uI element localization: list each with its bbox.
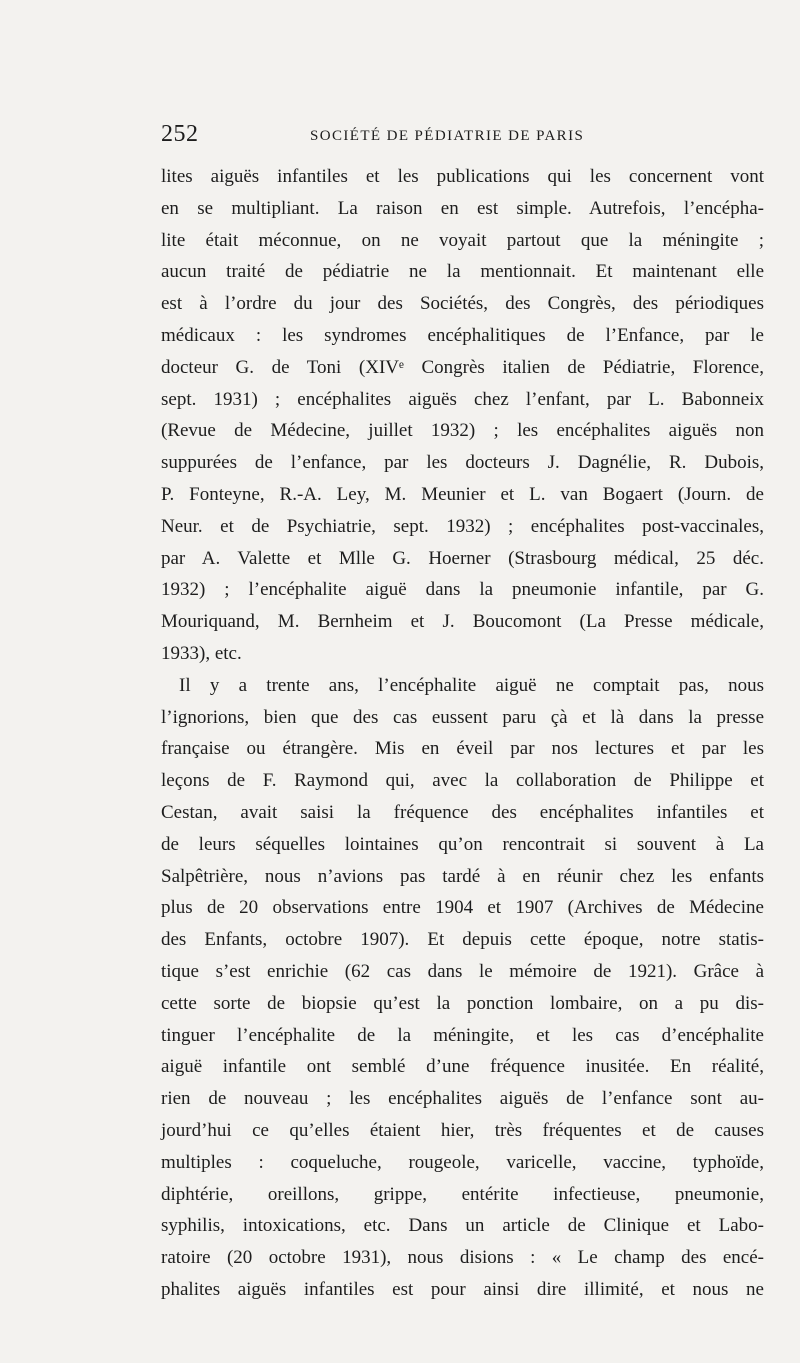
text-line: sept. 1931) ; encéphalites aiguës chez l’enfant, par L. Babonneix [161,388,764,410]
text-line: cette sorte de biopsie qu’est la ponction lombaire, on a pu dis- [161,992,764,1014]
text-line: Il y a trente ans, l’encéphalite aiguë ne comptait pas, nous [179,674,764,696]
page-number: 252 [161,121,199,147]
body-text [161,161,764,1306]
text-line: rien de nouveau ; les encéphalites aiguës de l’enfance sont au- [161,1088,764,1110]
text-line: Neur. et de Psychiatrie, sept. 1932) ; encéphalites post-vaccinales, [161,515,764,537]
text-line: ratoire (20 octobre 1931), nous disions : « Le champ des encé- [161,1247,764,1269]
text-line: suppurées de l’enfance, par les docteurs J. Dagnélie, R. Dubois, [161,452,764,474]
text-line: en se multipliant. La raison en est simple. Autrefois, l’encépha- [161,197,764,219]
text-line: tinguer l’encéphalite de la méningite, et les cas d’encéphalite [161,1024,764,1046]
text-line: Cestan, avait saisi la fréquence des encéphalites infantiles et [161,801,764,823]
text-line: Salpêtrière, nous n’avions pas tardé à en réunir chez les enfants [161,865,764,887]
text-line: plus de 20 observations entre 1904 et 1907 (Archives de Médecine [161,897,764,919]
text-line: lite était méconnue, on ne voyait partout que la méningite ; [161,229,764,251]
text-line: l’ignorions, bien que des cas eussent paru çà et là dans la presse [161,706,764,728]
text-line: médicaux : les syndromes encéphalitiques de l’Enfance, par le [161,324,764,346]
text-line: aiguë infantile ont semblé d’une fréquence inusitée. En réalité, [161,1056,764,1078]
text-line: diphtérie, oreillons, grippe, entérite infectieuse, pneumonie, [161,1183,764,1205]
text-line: aucun traité de pédiatrie ne la mentionnait. Et maintenant elle [161,261,764,283]
text-line: française ou étrangère. Mis en éveil par nos lectures et par les [161,738,764,760]
text-line: lites aiguës infantiles et les publications qui les concernent vont [161,166,764,187]
text-line: est à l’ordre du jour des Sociétés, des Congrès, des périodiques [161,293,764,315]
text-line: par A. Valette et Mlle G. Hoerner (Strasbourg médical, 25 déc. [161,547,764,569]
text-line: P. Fonteyne, R.-A. Ley, M. Meunier et L. van Bogaert (Journ. de [161,483,764,505]
text-line: (Revue de Médecine, juillet 1932) ; les encéphalites aiguës non [161,420,764,442]
text-line: docteur G. de Toni (XIVᵉ Congrès italien de Pédiatrie, Florence, [161,356,764,378]
text-line: multiples : coqueluche, rougeole, varicelle, vaccine, typhoïde, [161,1151,764,1173]
text-line: jourd’hui ce qu’elles étaient hier, très fréquentes et de causes [161,1119,764,1141]
text-line: leçons de F. Raymond qui, avec la collaboration de Philippe et [161,770,764,792]
text-line: 1933), etc. [161,642,242,664]
text-line: syphilis, intoxications, etc. Dans un article de Clinique et Labo- [161,1215,764,1237]
running-title: SOCIÉTÉ DE PÉDIATRIE DE PARIS [310,128,585,144]
text-line: Mouriquand, M. Bernheim et J. Boucomont (La Presse médicale, [161,611,764,633]
text-line: de leurs séquelles lointaines qu’on rencontrait si souvent à La [161,833,764,855]
text-line: des Enfants, octobre 1907). Et depuis cette époque, notre statis- [161,929,764,951]
page-header [161,119,764,149]
text-line: phalites aiguës infantiles est pour ainsi dire illimité, et nous ne [161,1278,764,1300]
text-line: 1932) ; l’encéphalite aiguë dans la pneumonie infantile, par G. [161,579,764,601]
text-line: tique s’est enrichie (62 cas dans le mémoire de 1921). Grâce à [161,960,764,982]
